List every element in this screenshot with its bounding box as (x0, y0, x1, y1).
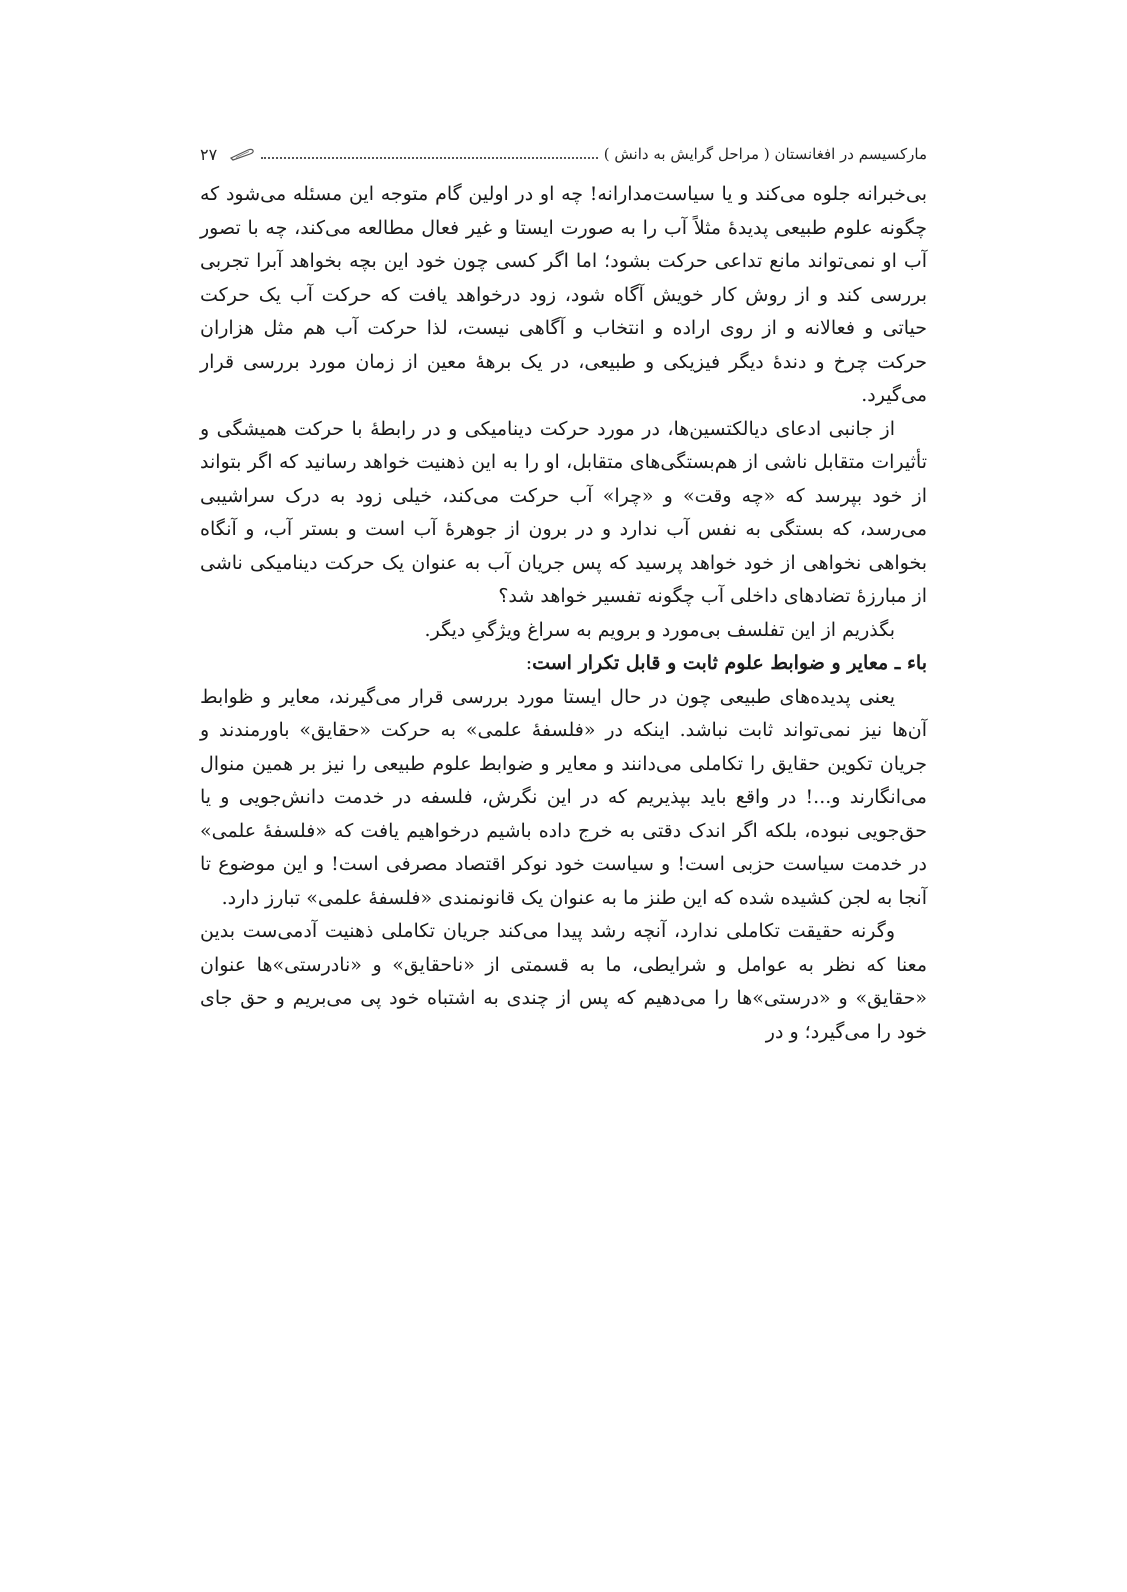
paragraph-1: بی‌خبرانه جلوه می‌کند و یا سیاست‌مدارانه! چه او در اولین گام متوجه این مسئله می‌شود که چگونه علوم طبیعی پدیدهٔ مثلاً آب را به صورت ایستا و غیر فعال مطالعه می‌کند، چه با تصور آب او نمی‌تواند مانع تداعی حرکت بشود؛ اما اگر کسی چون خود این بچه بخواهد آبرا تجربی بررسی کند و از روش کار خویش آگاه شود، زود درخواهد یافت که حرکت آب یک حرکت حیاتی و فعالانه و از روی اراده و انتخاب و آگاهی نیست، لذا حرکت آب هم مثل هزاران حرکت چرخ و دندهٔ دیگر فیزیکی و طبیعی، در یک برههٔ معین از زمان مورد بررسی قرار می‌گیرد. (200, 183, 927, 406)
book-title: مارکسیسم در افغانستان ( مراحل گرایش به دانش ) (603, 145, 927, 163)
paragraph-3: بگذریم از این تفلسف بی‌مورد و برویم به سراغ ویژگیِ دیگر. (424, 618, 895, 641)
section-heading (200, 647, 927, 681)
section-paragraph-1: یعنی پدیده‌های طبیعی چون در حال ایستا مورد بررسی قرار می‌گیرند، معایر و ظوابط آن‌ها نیز نمی‌تواند ثابت نباشد. اینکه در «فلسفهٔ علمی» به حرکت «حقایق» باورمندند و جریان تکوین حقایق را تکاملی می‌دانند و معایر و ضوابط علوم طبیعی را نیز بر همین منوال می‌انگارند و...! در واقع باید بپذیریم که در این نگرش، فلسفه در خدمت دانش‌جویی و یا حق‌جویی نبوده، بلکه اگر اندک دقتی به خرج داده باشیم درخواهیم یافت که «فلسفهٔ علمی» در خدمت سیاست حزبی است! و سیاست خود نوکر اقتصاد مصرفی است! و این موضوع تا آنجا به لجن کشیده شده که این طنز ما به عنوان یک قانونمندی «فلسفهٔ علمی» تبارز دارد. (200, 685, 928, 909)
section-paragraph-2: وگرنه حقیقت تکاملی ندارد، آنچه رشد پیدا می‌کند جریان تکاملی ذهنیت آدمی‌ست بدین معنا که نظر به عوامل و شرایطی، ما به قسمتی از «ناحقایق» و «نادرستی»ها عنوان «حقایق» و «درستی»ها را می‌دهیم که پس از چندی به اشتباه خود پی می‌بریم و حق جای خود را می‌گیرد؛ و در (200, 920, 927, 1043)
section-heading-colon: : (525, 652, 533, 674)
paragraph-2: از جانبی ادعای دیالکتسین‌ها، در مورد حرکت دینامیکی و در رابطهٔ با حرکت همیشگی و تأثیرات متقابل ناشی از هم‌بستگی‌های متقابل، او را به این ذهنیت خواهد رسانید که اگر بتواند از خود بپرسد که «چه وقت» و «چرا» آب حرکت می‌کند، خیلی زود به درک سراشیبی می‌رسد، که بستگی به نفس آب ندارد و در برون از جوهرهٔ آب است و بستر آب، و آنگاه بخواهی نخواهی از خود خواهد پرسید که پس جریان آب به عنوان یک حرکت دینامیکی ناشی از مبارزهٔ تضادهای داخلی آب چگونه تفسیر خواهد شد؟ (200, 417, 927, 607)
running-header (200, 140, 927, 168)
header-dotted-leader (261, 157, 598, 159)
pen-icon (229, 147, 255, 161)
section-heading-text: باء ـ معایر و ضوابط علوم ثابت و قابل تکرار است (532, 652, 927, 674)
page-number: ۲۷ (200, 144, 218, 164)
body-text (200, 178, 927, 1049)
